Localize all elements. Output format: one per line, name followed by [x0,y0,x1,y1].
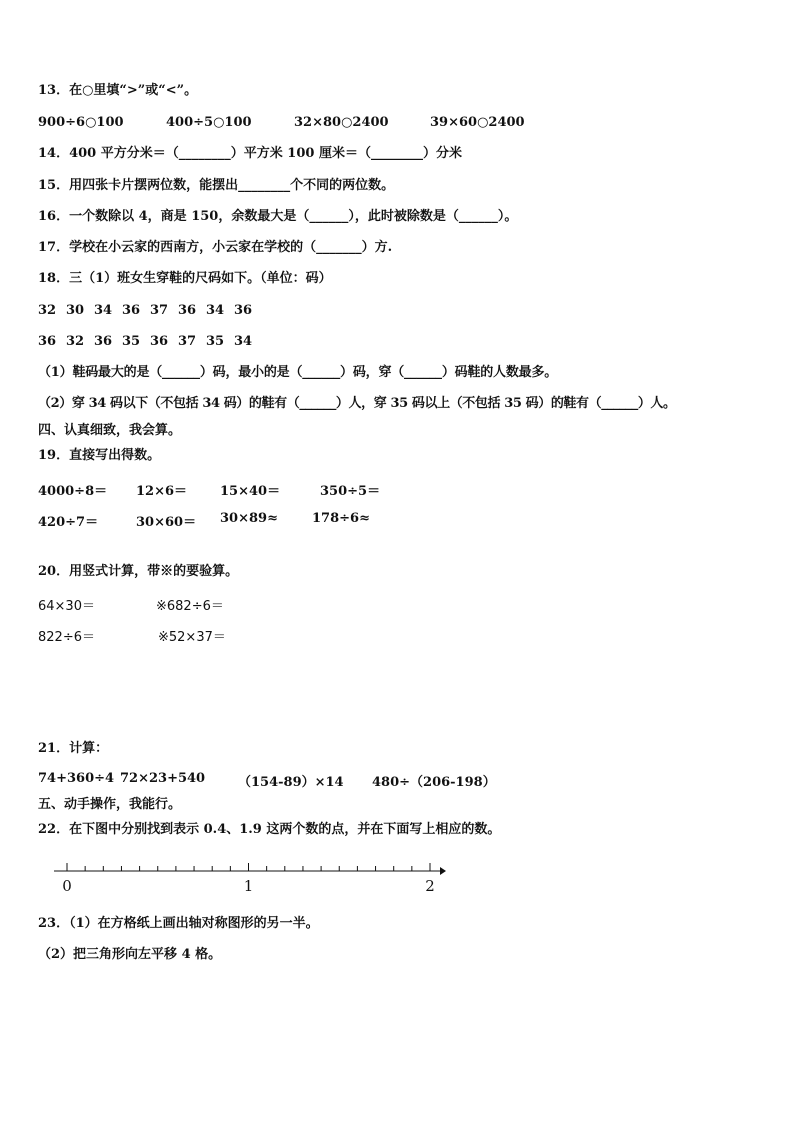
q21-item: （154-89）×14 [238,775,344,790]
q20-item: ※52×37＝ [158,630,226,645]
shoe-size: 30 [66,303,85,318]
shoe-size: 32 [38,303,57,318]
q14-text: 14．400 平方分米＝（________）平方米 100 厘米＝（________）分米 [38,146,462,161]
q13-item-1: 900÷6○100 [38,115,124,130]
q19-title: 19．直接写出得数。 [38,448,161,463]
q19-item: 420÷7＝ [38,515,99,530]
shoe-size: 34 [234,334,253,349]
number-line-arrow [440,867,446,875]
shoe-size: 36 [150,334,169,349]
number-line [40,856,470,900]
q19-item: 350÷5＝ [320,484,381,499]
q19-item: 4000÷8＝ [38,484,108,499]
shoe-size: 36 [234,303,253,318]
q13-item-3: 32×80○2400 [294,115,389,130]
q20-item: 64×30＝ [38,599,95,614]
number-line-ticks [67,863,430,871]
q21-item: 74+360÷4 [38,771,115,786]
q21-item: 72×23+540 [120,771,206,786]
q19-item: 178÷6≈ [312,511,370,526]
q18-sub2: （2）穿 34 码以下（不包括 34 码）的鞋有（______）人，穿 35 码以上（不包括 35 码）的鞋有（______）人。 [38,396,676,411]
shoe-size: 37 [178,334,197,349]
q13-item-2: 400÷5○100 [166,115,252,130]
section-4-heading: 四、认真细致，我会算。 [38,423,182,438]
shoe-size: 34 [94,303,113,318]
q16-text: 16．一个数除以 4，商是 150，余数最大是（______），此时被除数是（______）。 [38,209,518,224]
shoe-size: 35 [122,334,141,349]
shoe-size: 36 [38,334,57,349]
tick-label: 1 [243,877,254,895]
shoe-size: 35 [206,334,225,349]
q13-title: 13．在○里填“>”或“<”。 [38,83,198,98]
q19-item: 15×40＝ [220,484,281,499]
shoe-size: 37 [150,303,169,318]
q22-title: 22．在下图中分别找到表示 0.4、1.9 这两个数的点，并在下面写上相应的数。 [38,822,501,837]
q20-title: 20．用竖式计算，带※的要验算。 [38,564,239,579]
q17-text: 17．学校在小云家的西南方，小云家在学校的（_______）方. [38,240,393,255]
q18-title: 18．三（1）班女生穿鞋的尺码如下。（单位：码） [38,271,332,286]
q13-item-4: 39×60○2400 [430,115,525,130]
q21-title: 21．计算： [38,741,109,756]
q20-item: ※682÷6＝ [156,599,224,614]
q23-sub1: 23．（1）在方格纸上画出轴对称图形的另一半。 [38,916,319,931]
q18-sub1: （1）鞋码最大的是（______）码，最小的是（______）码，穿（______）码鞋的人数最多。 [38,365,558,380]
shoe-size: 36 [178,303,197,318]
q19-item: 30×89≈ [220,511,278,526]
tick-label: 2 [425,877,435,895]
section-5-heading: 五、动手操作，我能行。 [38,797,182,812]
q20-item: 822÷6＝ [38,630,95,645]
q15-text: 15．用四张卡片摆两位数，能摆出________个不同的两位数。 [38,178,395,193]
q23-sub2: （2）把三角形向左平移 4 格。 [38,947,222,962]
number-line-labels [62,877,435,895]
q19-item: 30×60＝ [136,515,197,530]
shoe-size: 32 [66,334,85,349]
tick-label: 0 [62,877,72,895]
q19-item: 12×6＝ [136,484,188,499]
q21-item: 480÷（206-198） [372,775,496,790]
shoe-size: 34 [206,303,225,318]
shoe-size: 36 [94,334,113,349]
shoe-size: 36 [122,303,141,318]
